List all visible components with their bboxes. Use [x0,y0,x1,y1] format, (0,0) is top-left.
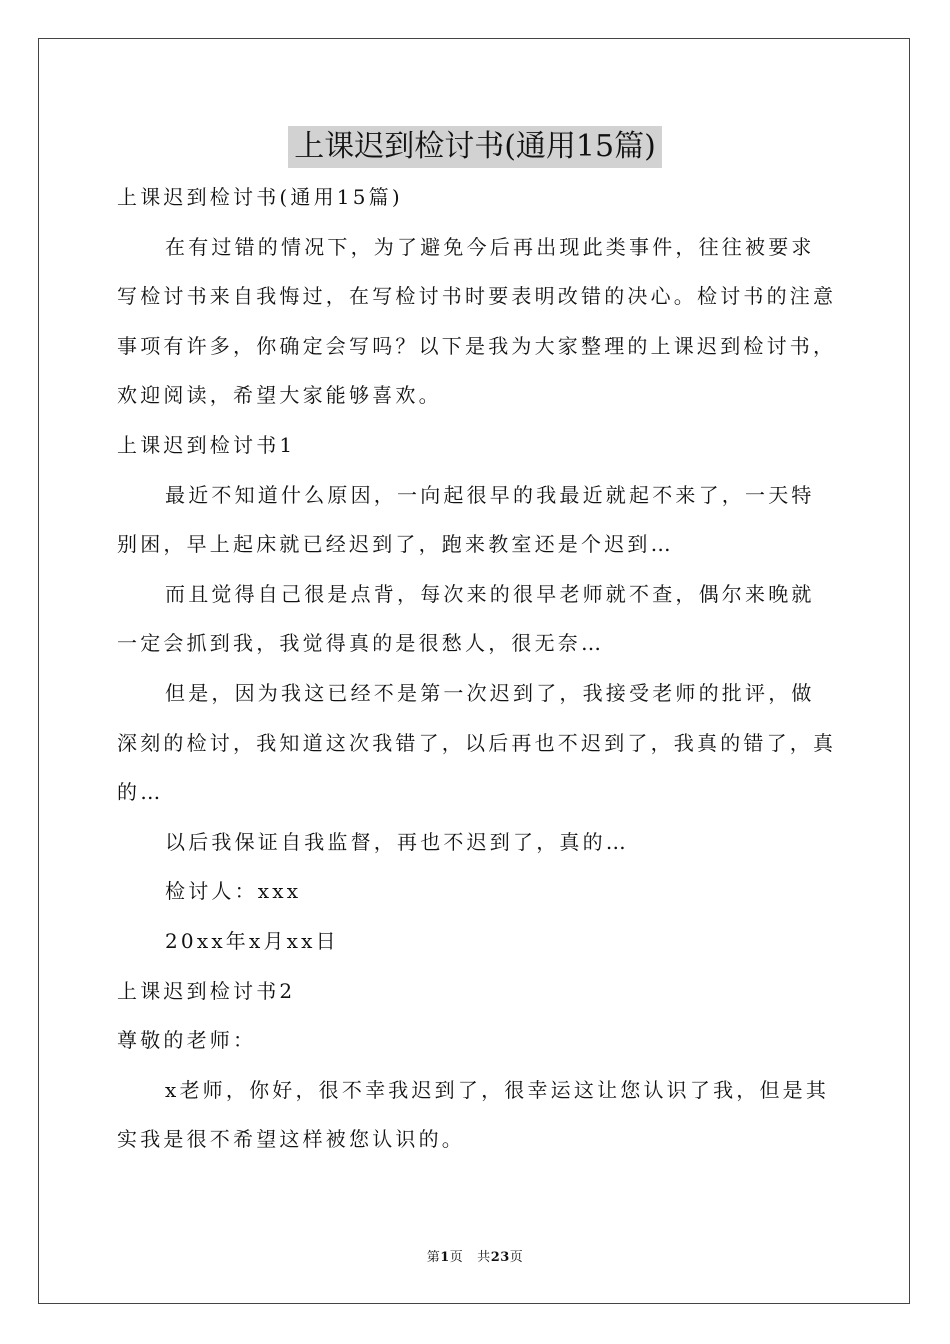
document-title: 上课迟到检讨书(通用15篇) [288,126,662,168]
body-paragraph: 最近不知道什么原因，一向起很早的我最近就起不来了，一天特别困，早上起床就已经迟到了，跑来教室还是个迟到… [117,482,815,557]
current-page-number: 1 [440,1250,450,1265]
intro-paragraph: 在有过错的情况下，为了避免今后再出现此类事件，往往被要求写检讨书来自我悔过，在写检讨书时要表明改错的决心。检讨书的注意事项有许多，你确定会写吗？以下是我为大家整理的上课迟到检讨书，欢迎阅读，希望大家能够喜欢。 [117,234,837,408]
total-page-count: 23 [490,1250,510,1265]
section-heading-2: 上课迟到检讨书2 [117,978,296,1003]
document-body [117,173,837,1165]
total-suffix: 页 [509,1250,524,1265]
date-line: 20xx年x月xx日 [165,928,339,953]
body-paragraph: 但是，因为我这已经不是第一次迟到了，我接受老师的批评，做深刻的检讨，我知道这次我错了，以后再也不迟到了，我真的错了，真的… [117,680,837,805]
section-heading-1: 上课迟到检讨书1 [117,432,296,457]
page-prefix: 第 [426,1250,441,1265]
page-suffix: 页 [449,1250,464,1265]
salutation-line: 尊敬的老师： [117,1028,257,1053]
body-paragraph: x老师，你好，很不幸我迟到了，很幸运这让您认识了我，但是其实我是很不希望这样被您认识的。 [117,1077,830,1152]
subtitle-line: 上课迟到检讨书(通用15篇) [117,185,403,209]
body-paragraph: 以后我保证自我监督，再也不迟到了，真的… [165,829,629,854]
body-paragraph: 而且觉得自己很是点背，每次来的很早老师就不查，偶尔来晚就一定会抓到我，我觉得真的是很愁人，很无奈… [117,581,815,656]
page-footer [0,1246,950,1265]
signature-line: 检讨人：xxx [165,879,302,904]
total-prefix: 共 [477,1250,491,1265]
title-area [0,126,950,168]
